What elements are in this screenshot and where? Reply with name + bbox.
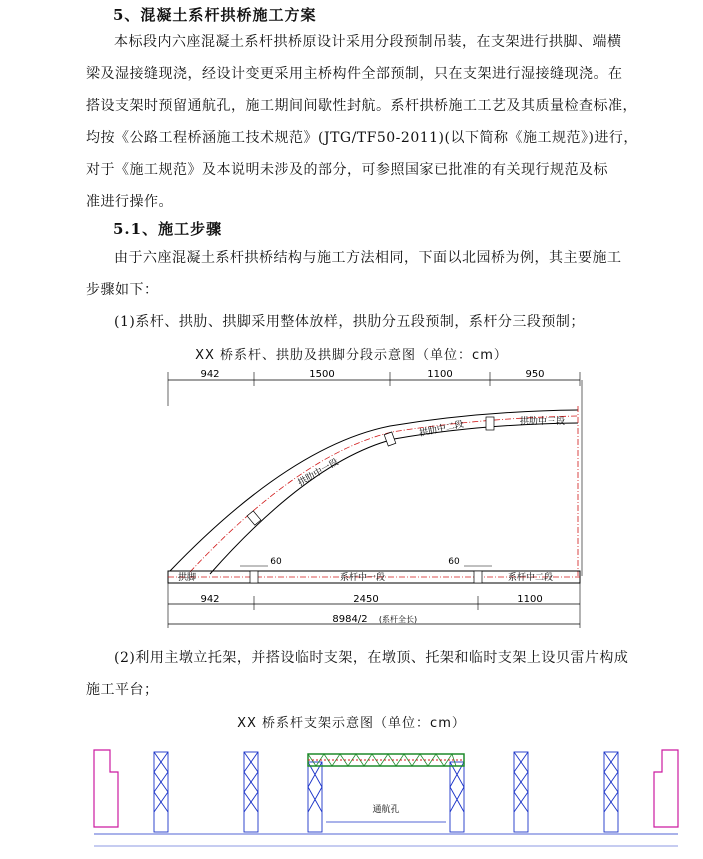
paragraph-line: 均按《公路工程桥涵施工技术规范》(JTG/TF50-2011)(以下简称《施工规范》)进行，	[86, 130, 638, 146]
arch-rib-inner	[210, 423, 578, 574]
dim-top-1: 942	[200, 369, 220, 380]
paragraph-line: 搭设支架时预留通航孔，施工期间间歇性封航。系杆拱桥施工工艺及其质量检查标准，	[86, 98, 637, 114]
paragraph-line: 对于《施工规范》及本说明未涉及的部分，可参照国家已批准的有关现行规范及标	[86, 162, 608, 178]
label-rib-2: 拱肋中二段	[418, 419, 465, 439]
figure-2-diagram	[86, 742, 686, 859]
subsection-heading: 5.1、施工步骤	[113, 220, 223, 238]
dim-top-2: 1500	[309, 369, 335, 380]
abutment-right	[654, 750, 678, 827]
label-tie-2: 系杆中二段	[508, 573, 554, 583]
dim-top-4: 950	[525, 369, 545, 380]
paragraph-line: 步骤如下：	[86, 282, 159, 298]
section-heading: 5、混凝土系杆拱桥施工方案	[113, 6, 317, 24]
paragraph-line: 由于六座混凝土系杆拱桥结构与施工方法相同，下面以北园桥为例，其主要施工	[114, 250, 622, 266]
dim-joint-2: 60	[448, 557, 460, 567]
dim-bottom-2: 2450	[353, 594, 379, 605]
dim-joint-1: 60	[270, 557, 282, 567]
channel-label: 通航孔	[372, 805, 400, 815]
paragraph-line: 梁及湿接缝现浇，经设计变更采用主桥构件全部预制，只在支架进行湿接缝现浇。在	[86, 66, 623, 82]
tie-joint	[474, 571, 482, 583]
figure-1-diagram	[150, 366, 590, 636]
label-rib-3: 拱肋中三段	[520, 417, 566, 427]
label-arch-foot: 拱脚	[178, 573, 197, 583]
support-tower	[244, 752, 258, 832]
section-paragraph-1	[86, 26, 686, 218]
tie-joint	[250, 571, 258, 583]
dim-bottom-3: 1100	[517, 594, 543, 605]
step-2-paragraph	[86, 642, 686, 706]
label-rib-1: 拱肋中一段	[296, 457, 341, 489]
paragraph-line: 本标段内六座混凝土系杆拱桥原设计采用分段预制吊装，在支架进行拱脚、端横	[114, 34, 622, 50]
arch-rib-centerline	[190, 416, 578, 572]
rib-joint	[384, 432, 396, 446]
support-tower	[450, 762, 464, 832]
dim-total-note: (系杆全长)	[378, 615, 418, 624]
arch-rib-outer	[170, 410, 578, 571]
figure-2-caption: XX 桥系杆支架示意图（单位：cm）	[237, 716, 466, 731]
figure-1-caption: XX 桥系杆、拱肋及拱脚分段示意图（单位：cm）	[195, 348, 508, 363]
paragraph-line: 准进行操作。	[86, 194, 173, 210]
label-tie-1: 系杆中一段	[340, 573, 386, 583]
dim-top-3: 1100	[427, 369, 453, 380]
support-tower	[154, 752, 168, 832]
support-tower	[604, 752, 618, 832]
rib-joint	[486, 417, 494, 430]
subsection-paragraph	[86, 242, 686, 338]
paragraph-line: 施工平台；	[86, 682, 159, 698]
support-tower	[308, 762, 322, 832]
abutment-left	[94, 750, 118, 827]
support-tower	[514, 752, 528, 832]
step-1-text: (1)系杆、拱肋、拱脚采用整体放样，拱肋分五段预制，系杆分三段预制；	[114, 314, 585, 330]
dim-bottom-1: 942	[200, 594, 220, 605]
dim-total: 8984/2	[332, 614, 368, 625]
paragraph-line: (2)利用主墩立托架，并搭设临时支架，在墩顶、托架和临时支架上设贝雷片构成	[114, 650, 629, 666]
